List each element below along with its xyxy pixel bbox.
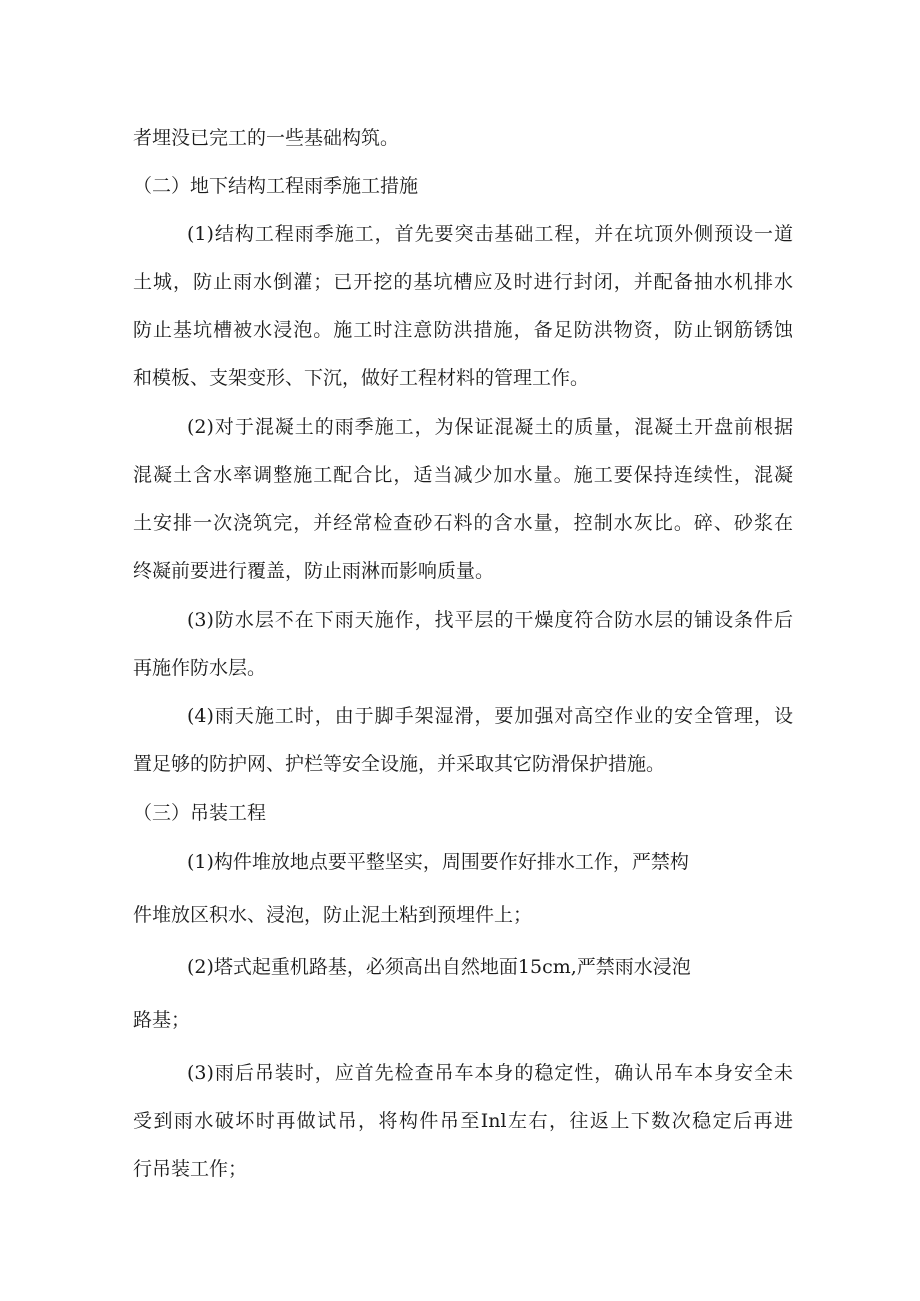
text-line: (2)塔式起重机路基，必须高出自然地面15cm,严禁雨水浸泡 xyxy=(187,956,691,978)
text-line: (1)结构工程雨季施工，首先要突击基础工程，并在坑顶外侧预设一道 xyxy=(187,223,793,245)
text-line: 置足够的防护网、护栏等安全设施，并采取其它防滑保护措施。 xyxy=(133,753,666,775)
text-line: (1)构件堆放地点要平整坚实，周围要作好排水工作，严禁构 xyxy=(187,851,689,873)
text-line: 受到雨水破坏时再做试吊，将构件吊至Inl左右，往返上下数次稳定后再进 xyxy=(133,1110,793,1132)
text-line: 再施作防水层。 xyxy=(133,657,267,679)
section-heading: （二）地下结构工程雨季施工措施 xyxy=(133,175,419,197)
text-line: 者埋没已完工的一些基础构筑。 xyxy=(133,127,400,149)
text-line: 路基； xyxy=(133,1009,191,1031)
text-line: (2)对于混凝土的雨季施工，为保证混凝土的质量，混凝土开盘前根据 xyxy=(187,416,793,438)
text-line: 件堆放区积水、浸泡，防止泥土粘到预埋件上； xyxy=(133,904,533,926)
section-heading: （三）吊装工程 xyxy=(133,802,267,824)
text-line: 混凝土含水率调整施工配合比，适当减少加水量。施工要保持连续性，混凝 xyxy=(133,464,793,486)
text-line: (3)雨后吊装时，应首先检查吊车本身的稳定性，确认吊车本身安全未 xyxy=(187,1062,793,1084)
text-line: 和模板、支架变形、下沉，做好工程材料的管理工作。 xyxy=(133,367,590,389)
text-line: 行吊装工作； xyxy=(133,1158,248,1180)
text-line: 土安排一次浇筑完，并经常检查砂石料的含水量，控制水灰比。碎、砂浆在 xyxy=(133,512,793,534)
text-line: 防止基坑槽被水浸泡。施工时注意防洪措施，备足防洪物资，防止钢筋锈蚀 xyxy=(133,319,793,341)
text-line: (3)防水层不在下雨天施作，找平层的干燥度符合防水层的铺设条件后 xyxy=(187,609,793,631)
text-line: (4)雨天施工时，由于脚手架湿滑，要加强对高空作业的安全管理，设 xyxy=(187,705,793,727)
text-line: 终凝前要进行覆盖，防止雨淋而影响质量。 xyxy=(133,560,495,582)
text-line: 土城，防止雨水倒灌；已开挖的基坑槽应及时进行封闭，并配备抽水机排水 xyxy=(133,271,793,293)
